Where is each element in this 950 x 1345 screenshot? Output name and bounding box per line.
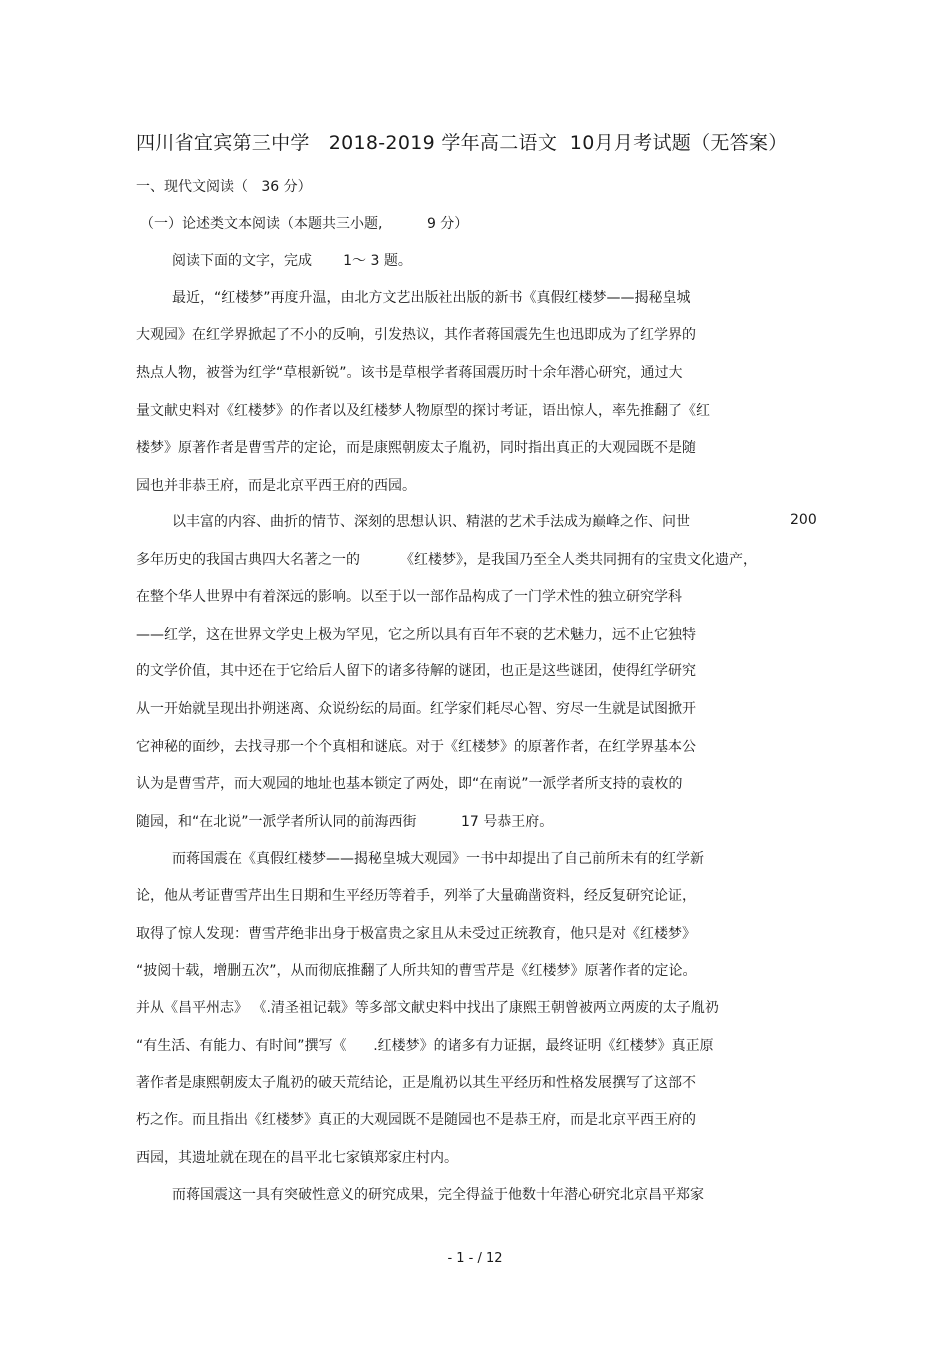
paragraph-1-line: 楼梦》原著作者是曹雪芹的定论，而是康熙朝废太子胤礽，同时指出真正的大观园既不是随 (136, 440, 696, 456)
paragraph-2-line: 随园，和“在北说”一派学者所认同的前海西街 17 号恭王府。 (136, 814, 554, 830)
paragraph-1-line: 大观园》在红学界掀起了不小的反响，引发热议，其作者蒋国震先生也迅即成为了红学界的 (136, 327, 696, 343)
paragraph-3-line: 著作者是康熙朝废太子胤礽的破天荒结论，正是胤礽以其生平经历和性格发展撰写了这部不 (136, 1075, 696, 1091)
paragraph-2-line: 从一开始就呈现出扑朔迷离、众说纷纭的局面。红学家们耗尽心智、穷尽一生就是试图掀开 (136, 701, 696, 717)
paragraph-2-line: 在整个华人世界中有着深远的影响。以至于以一部作品构成了一门学术性的独立研究学科 (136, 589, 682, 605)
paragraph-3-line: 并从《昌平州志》 《.清圣祖记载》等多部文献史料中找出了康熙王朝曾被两立两废的太子胤礽 (136, 1000, 719, 1016)
paragraph-3-line: 朽之作。而且指出《红楼梦》真正的大观园既不是随园也不是恭王府，而是北京平西王府的 (136, 1112, 696, 1128)
instruction-text: 阅读下面的文字，完成 1～ 3 题。 (172, 253, 412, 269)
paragraph-3-line: 西园，其遗址就在现在的昌平北七家镇郑家庄村内。 (136, 1150, 458, 1166)
paragraph-3-line: “披阅十载，增删五次”，从而彻底推翻了人所共知的曹雪芹是《红楼梦》原著作者的定论。 (136, 963, 697, 979)
section-heading: 一、现代文阅读（ 36 分） (136, 179, 312, 195)
paragraph-4-line: 而蒋国震这一具有突破性意义的研究成果，完全得益于他数十年潜心研究北京昌平郑家 (172, 1187, 704, 1203)
paragraph-3-line: “有生活、有能力、有时间”撰写《 .红楼梦》的诸多有力证据，最终证明《红楼梦》真正原 (136, 1038, 714, 1054)
paragraph-1-line: 热点人物，被誉为红学“草根新锐”。该书是草根学者蒋国震历时十余年潜心研究，通过大 (136, 365, 683, 381)
paragraph-2-line: ——红学，这在世界文学史上极为罕见，它之所以具有百年不衰的艺术魅力，远不止它独特 (136, 627, 696, 643)
paragraph-1-line: 量文献史料对《红楼梦》的作者以及红楼梦人物原型的探讨考证，语出惊人，率先推翻了《红 (136, 403, 710, 419)
paragraph-3-line: 论，他从考证曹雪芹出生日期和生平经历等着手，列举了大量确凿资料，经反复研究论证， (136, 888, 696, 904)
paragraph-2-line: 认为是曹雪芹，而大观园的地址也基本锁定了两处，即“在南说”一派学者所支持的袁枚的 (136, 776, 683, 792)
paragraph-2-line: 的文学价值，其中还在于它给后人留下的诸多待解的谜团，也正是这些谜团，使得红学研究 (136, 663, 696, 679)
sub-heading: （一）论述类文本阅读（本题共三小题, 9 分） (140, 216, 469, 232)
paragraph-2-line: 以丰富的内容、曲折的情节、深刻的思想认识、精湛的艺术手法成为巅峰之作、问世 (172, 514, 690, 530)
paragraph-2-number: 200 (790, 512, 817, 528)
page-number: - 1 - / 12 (447, 1251, 503, 1266)
paragraph-2-line: 多年历史的我国古典四大名著之一的 《红楼梦》，是我国乃至全人类共同拥有的宝贵文化遗产， (136, 552, 758, 568)
paragraph-1-line: 最近，“红楼梦”再度升温，由北方文艺出版社出版的新书《真假红楼梦——揭秘皇城 (172, 290, 691, 306)
paragraph-3-line: 取得了惊人发现：曹雪芹绝非出身于极富贵之家且从未受过正统教育，他只是对《红楼梦》 (136, 926, 696, 942)
paragraph-3-line: 而蒋国震在《真假红楼梦——揭秘皇城大观园》一书中却提出了自己前所未有的红学新 (172, 851, 704, 867)
document-title: 四川省宜宾第三中学 2018-2019 学年高二语文 10月月考试题（无答案） (136, 132, 788, 154)
paragraph-2-line: 它神秘的面纱，去找寻那一个个真相和谜底。对于《红楼梦》的原著作者，在红学界基本公 (136, 739, 696, 755)
paragraph-1-line: 园也并非恭王府，而是北京平西王府的西园。 (136, 478, 416, 494)
